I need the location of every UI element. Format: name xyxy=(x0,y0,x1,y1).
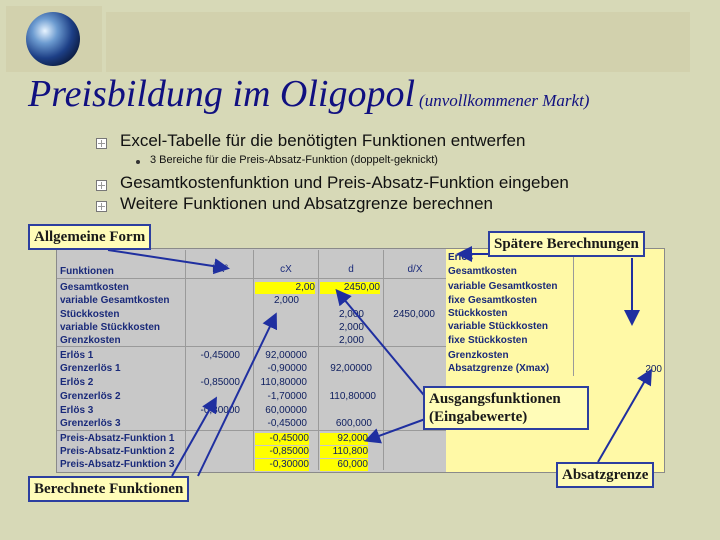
grid-line xyxy=(57,430,446,431)
row-label: Erlös 2 xyxy=(60,377,94,388)
result-label: variable Stückkosten xyxy=(448,321,549,332)
cell-d[interactable]: 60,000 xyxy=(320,459,368,471)
cell-d[interactable]: 92,000 xyxy=(320,433,368,445)
cell-bx2[interactable]: -0,85000 xyxy=(200,377,240,388)
result-label: fixe Gesamtkosten xyxy=(448,295,537,306)
header-band xyxy=(106,12,690,72)
callout-allgemeine-form: Allgemeine Form xyxy=(28,224,151,250)
row-label: variable Gesamtkosten xyxy=(60,295,170,306)
row-label: Preis-Absatz-Funktion 2 xyxy=(60,446,175,457)
bullet-3: Weitere Funktionen und Absatzgrenze berechnen xyxy=(120,194,493,213)
bullet-1-sub: 3 Bereiche für die Preis-Absatz-Funktion (doppelt-geknickt) xyxy=(150,154,438,166)
cell-d[interactable]: 600,000 xyxy=(335,418,372,429)
cell-cx[interactable]: 110,80000 xyxy=(260,377,307,388)
cell-d[interactable]: 2450,00 xyxy=(320,282,380,294)
cell-cx[interactable]: 2,00 xyxy=(255,282,315,294)
row-label: Gesamtkosten xyxy=(60,282,129,293)
cell-cx[interactable]: 60,00000 xyxy=(265,405,307,416)
bullet-icon xyxy=(96,138,107,149)
col-header-label: Funktionen xyxy=(60,266,114,277)
row-label: Grenzerlös 2 xyxy=(60,391,121,402)
page-title xyxy=(28,72,589,116)
col-header-d: d xyxy=(348,264,354,275)
cell-cx[interactable]: -0,45000 xyxy=(255,433,309,445)
absatzgrenze-value[interactable]: 200 xyxy=(645,364,662,375)
grid-line xyxy=(185,250,186,470)
cell-cx[interactable]: -1,70000 xyxy=(267,391,307,402)
cell-d[interactable]: 2,000 xyxy=(338,309,364,320)
bullet-1: Excel-Tabelle für die benötigten Funktionen entwerfen xyxy=(120,131,526,150)
callout-ausgangsfunktionen: Ausgangsfunktionen (Eingabewerte) xyxy=(423,386,589,430)
grid-line xyxy=(253,250,254,470)
cell-bx2[interactable]: -0,30000 xyxy=(200,405,240,416)
grid-line xyxy=(383,250,384,470)
cell-cx[interactable]: 2,000 xyxy=(273,295,299,306)
bullet-2: Gesamtkostenfunktion und Preis-Absatz-Funktion eingeben xyxy=(120,173,569,192)
globe-logo xyxy=(6,6,102,72)
globe-icon xyxy=(26,12,80,66)
row-label: Stückkosten xyxy=(60,309,120,320)
grid-line xyxy=(573,250,574,376)
cell-d[interactable]: 92,00000 xyxy=(330,363,372,374)
row-label: variable Stückkosten xyxy=(60,322,161,333)
callout-berechnete-funktionen: Berechnete Funktionen xyxy=(28,476,189,502)
cell-cx[interactable]: 92,00000 xyxy=(265,350,307,361)
cell-bx2[interactable]: -0,45000 xyxy=(200,350,240,361)
result-label: Stückkosten xyxy=(448,308,508,319)
row-label: Erlös 3 xyxy=(60,405,94,416)
result-label: Absatzgrenze (Xmax) xyxy=(448,363,550,374)
bullet-icon xyxy=(96,201,107,212)
result-label: Erlös xyxy=(448,252,474,263)
callout-absatzgrenze: Absatzgrenze xyxy=(556,462,654,488)
cell-dx[interactable]: 2450,000 xyxy=(393,309,435,320)
result-label: fixe Stückkosten xyxy=(448,335,528,346)
col-header-cx: cX xyxy=(280,264,292,275)
row-label: Grenzerlös 1 xyxy=(60,363,121,374)
cell-cx[interactable]: -0,30000 xyxy=(255,459,309,471)
cell-cx[interactable]: -0,45000 xyxy=(267,418,307,429)
cell-d[interactable]: 2,000 xyxy=(338,322,364,333)
row-label: Grenzkosten xyxy=(60,335,121,346)
row-label: Grenzerlös 3 xyxy=(60,418,121,429)
result-label: Gesamtkosten xyxy=(448,266,517,277)
grid-line xyxy=(57,278,446,279)
title-subtitle: (unvollkommener Markt) xyxy=(419,91,590,110)
grid-line xyxy=(318,250,319,470)
cell-d[interactable]: 2,000 xyxy=(338,335,364,346)
cell-cx[interactable]: -0,90000 xyxy=(267,363,307,374)
row-label: Preis-Absatz-Funktion 1 xyxy=(60,433,175,444)
result-label: Grenzkosten xyxy=(448,350,509,361)
row-label: Preis-Absatz-Funktion 3 xyxy=(60,459,175,470)
result-label: variable Gesamtkosten xyxy=(448,281,558,292)
sub-bullet-dot-icon xyxy=(136,160,140,164)
cell-d[interactable]: 110,80000 xyxy=(329,391,376,402)
row-label: Erlös 1 xyxy=(60,350,94,361)
cell-cx[interactable]: -0,85000 xyxy=(255,446,309,458)
bullet-icon xyxy=(96,180,107,191)
col-header-dx: d/X xyxy=(407,264,423,275)
callout-spaetere-berechnungen: Spätere Berechnungen xyxy=(488,231,645,257)
col-header-bx2: bX² xyxy=(212,264,228,275)
title-main: Preisbildung im Oligopol xyxy=(28,73,416,115)
cell-d[interactable]: 110,800 xyxy=(320,446,368,458)
